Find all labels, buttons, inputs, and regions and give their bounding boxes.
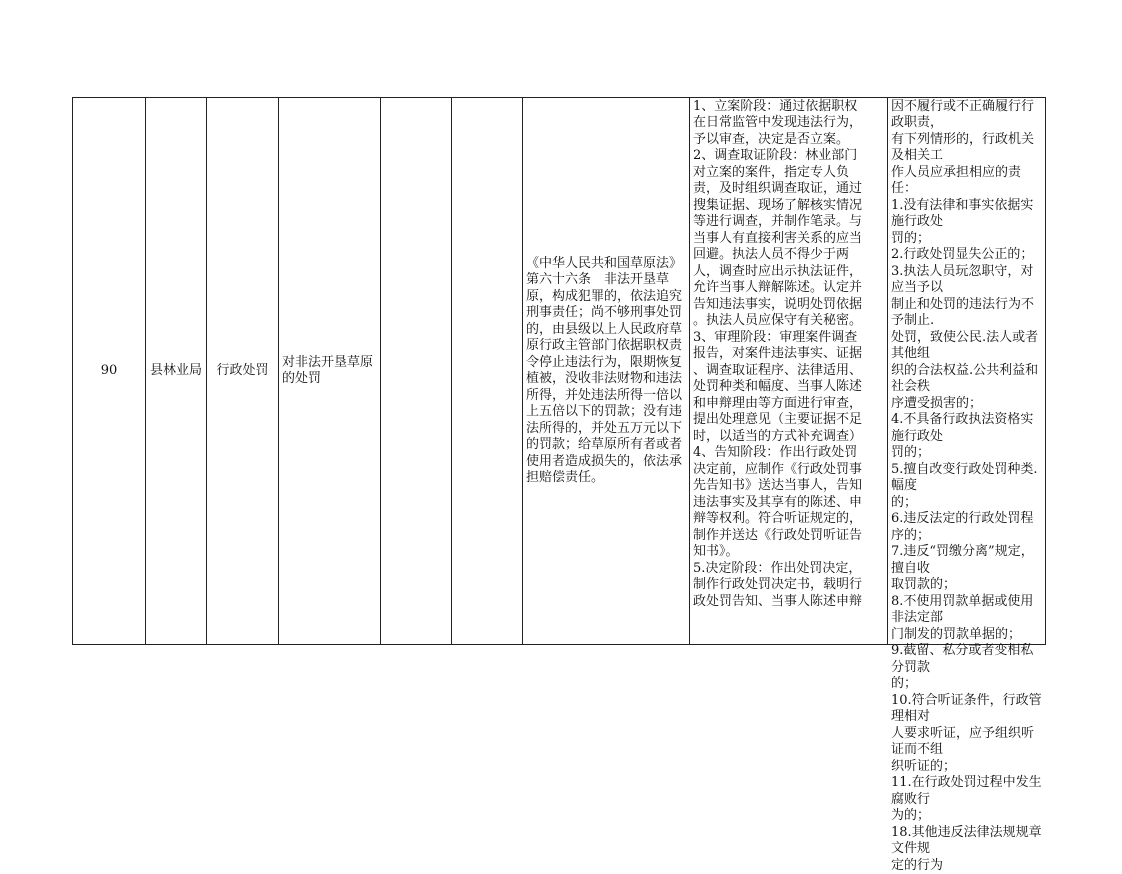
responsibility-line: 人要求听证，应予组织听证而不组	[891, 726, 1042, 759]
responsibility-line: 11.在行政处罚过程中发生腐败行	[891, 775, 1042, 808]
procedure-line: 等进行调查，并制作笔录。与	[693, 214, 884, 231]
procedure-line: 对立案的案件，指定专人负	[693, 165, 884, 182]
responsibility-line: 2.行政处罚显失公正的；	[891, 247, 1042, 264]
procedure-line: 违法事实及其享有的陈述、申	[693, 495, 884, 512]
responsibility-line: 处罚，致使公民.法人或者其他组	[891, 330, 1042, 363]
procedure-line: 和申辩理由等方面进行审查，	[693, 396, 884, 413]
procedure-line: 政处罚告知、当事人陈述申辩	[693, 594, 884, 611]
procedure-line: 5.决定阶段：作出处罚决定，	[693, 561, 884, 578]
procedure-line: 报告，对案件违法事实、证据	[693, 346, 884, 363]
responsibility-text	[891, 99, 1042, 644]
procedure-line: 辩等权利。符合听证规定的，	[693, 511, 884, 528]
procedure-line: 制作行政处罚决定书，载明行	[693, 577, 884, 594]
responsibility-line: 的；	[891, 676, 1042, 693]
responsibility-line: 1.没有法律和事实依据实施行政处	[891, 198, 1042, 231]
procedure-line: 允许当事人辩解陈述。认定并	[693, 280, 884, 297]
responsibility-line: 罚的；	[891, 445, 1042, 462]
procedure-line: 当事人有直接利害关系的应当	[693, 231, 884, 248]
responsibility-line: 取罚款的；	[891, 577, 1042, 594]
procedure-line: 、调查取证程序、法律适用、	[693, 363, 884, 380]
empty-cell-6	[452, 98, 523, 645]
procedure-line: 人，调查时应出示执法证件，	[693, 264, 884, 281]
responsibility-table	[72, 97, 1046, 645]
responsibility-line: 制止和处罚的违法行为不予制止.	[891, 297, 1042, 330]
procedure-line: 。执法人员应保守有关秘密。	[693, 313, 884, 330]
procedure-line: 先告知书》送达当事人，告知	[693, 478, 884, 495]
table-row	[73, 98, 1046, 645]
responsibility-line: 9.截留、私分或者变相私分罚款	[891, 643, 1042, 676]
responsibility-line: 因不履行或不正确履行行政职责，	[891, 99, 1042, 132]
procedure-line: 在日常监管中发现违法行为，	[693, 115, 884, 132]
procedure-line: 提出处理意见（主要证据不足	[693, 412, 884, 429]
procedure-line: 3、审理阶段：审理案件调查	[693, 330, 884, 347]
responsibility-line: 的；	[891, 495, 1042, 512]
legal-basis-cell: 《中华人民共和国草原法》第六十六条 非法开垦草原，构成犯罪的，依法追究刑事责任；尚不够刑事处罚的，由县级以上人民政府草原行政主管部门依据职权责令停止违法行为，限期恢复植被，没收非法财物和违法所得，并处违法所得一倍以上五倍以下的罚款；没有违法所得的，并处五万元以下的罚款；给草原所有者或者使用者造成损失的，依法承担赔偿责任。	[523, 98, 690, 645]
responsibility-line: 5.擅自改变行政处罚种类.幅度	[891, 462, 1042, 495]
procedure-line: 2、调查取证阶段：林业部门	[693, 148, 884, 165]
procedure-line: 责，及时组织调查取证，通过	[693, 181, 884, 198]
procedure-text	[693, 99, 884, 644]
responsibility-line: 10.符合听证条件，行政管理相对	[891, 693, 1042, 726]
procedure-line: 时，以适当的方式补充调查）	[693, 429, 884, 446]
responsibility-line: 3.执法人员玩忽职守，对应当予以	[891, 264, 1042, 297]
procedure-cell	[690, 98, 888, 645]
category-cell: 行政处罚	[207, 98, 279, 645]
responsibility-line: 罚的；	[891, 231, 1042, 248]
procedure-line: 予以审查，决定是否立案。	[693, 132, 884, 149]
responsibility-line: 有下列情形的，行政机关及相关工	[891, 132, 1042, 165]
responsibility-line: 为的；	[891, 808, 1042, 825]
procedure-line: 知书》。	[693, 544, 884, 561]
procedure-line: 决定前，应制作《行政处罚事	[693, 462, 884, 479]
procedure-line: 制作并送达《行政处罚听证告	[693, 528, 884, 545]
responsibility-line: 18.其他违反法律法规规章文件规	[891, 825, 1042, 858]
item-name-cell: 对非法开垦草原的处罚	[279, 98, 381, 645]
procedure-line: 1、立案阶段：通过依据职权	[693, 99, 884, 116]
procedure-line: 处罚种类和幅度、当事人陈述	[693, 379, 884, 396]
responsibility-line: 7.违反“罚缴分离”规定，擅自收	[891, 544, 1042, 577]
row-number: 90	[73, 98, 146, 645]
responsibility-line: 织的合法权益.公共利益和社会秩	[891, 363, 1042, 396]
department-cell: 县林业局	[146, 98, 207, 645]
responsibility-line: 序遭受损害的；	[891, 396, 1042, 413]
responsibility-line: 作人员应承担相应的责任：	[891, 165, 1042, 198]
empty-cell-5	[381, 98, 452, 645]
procedure-line: 4、告知阶段：作出行政处罚	[693, 445, 884, 462]
procedure-line: 搜集证据、现场了解核实情况	[693, 198, 884, 215]
responsibility-line: 门制发的罚款单据的；	[891, 627, 1042, 644]
responsibility-line: 定的行为	[891, 858, 1042, 874]
responsibility-line: 6.违反法定的行政处罚程序的；	[891, 511, 1042, 544]
responsibility-line: 8.不使用罚款单据或使用非法定部	[891, 594, 1042, 627]
responsibility-cell	[888, 98, 1046, 645]
procedure-line: 回避。执法人员不得少于两	[693, 247, 884, 264]
procedure-line: 告知违法事实，说明处罚依据	[693, 297, 884, 314]
responsibility-line: 4.不具备行政执法资格实施行政处	[891, 412, 1042, 445]
responsibility-line: 织听证的；	[891, 759, 1042, 776]
